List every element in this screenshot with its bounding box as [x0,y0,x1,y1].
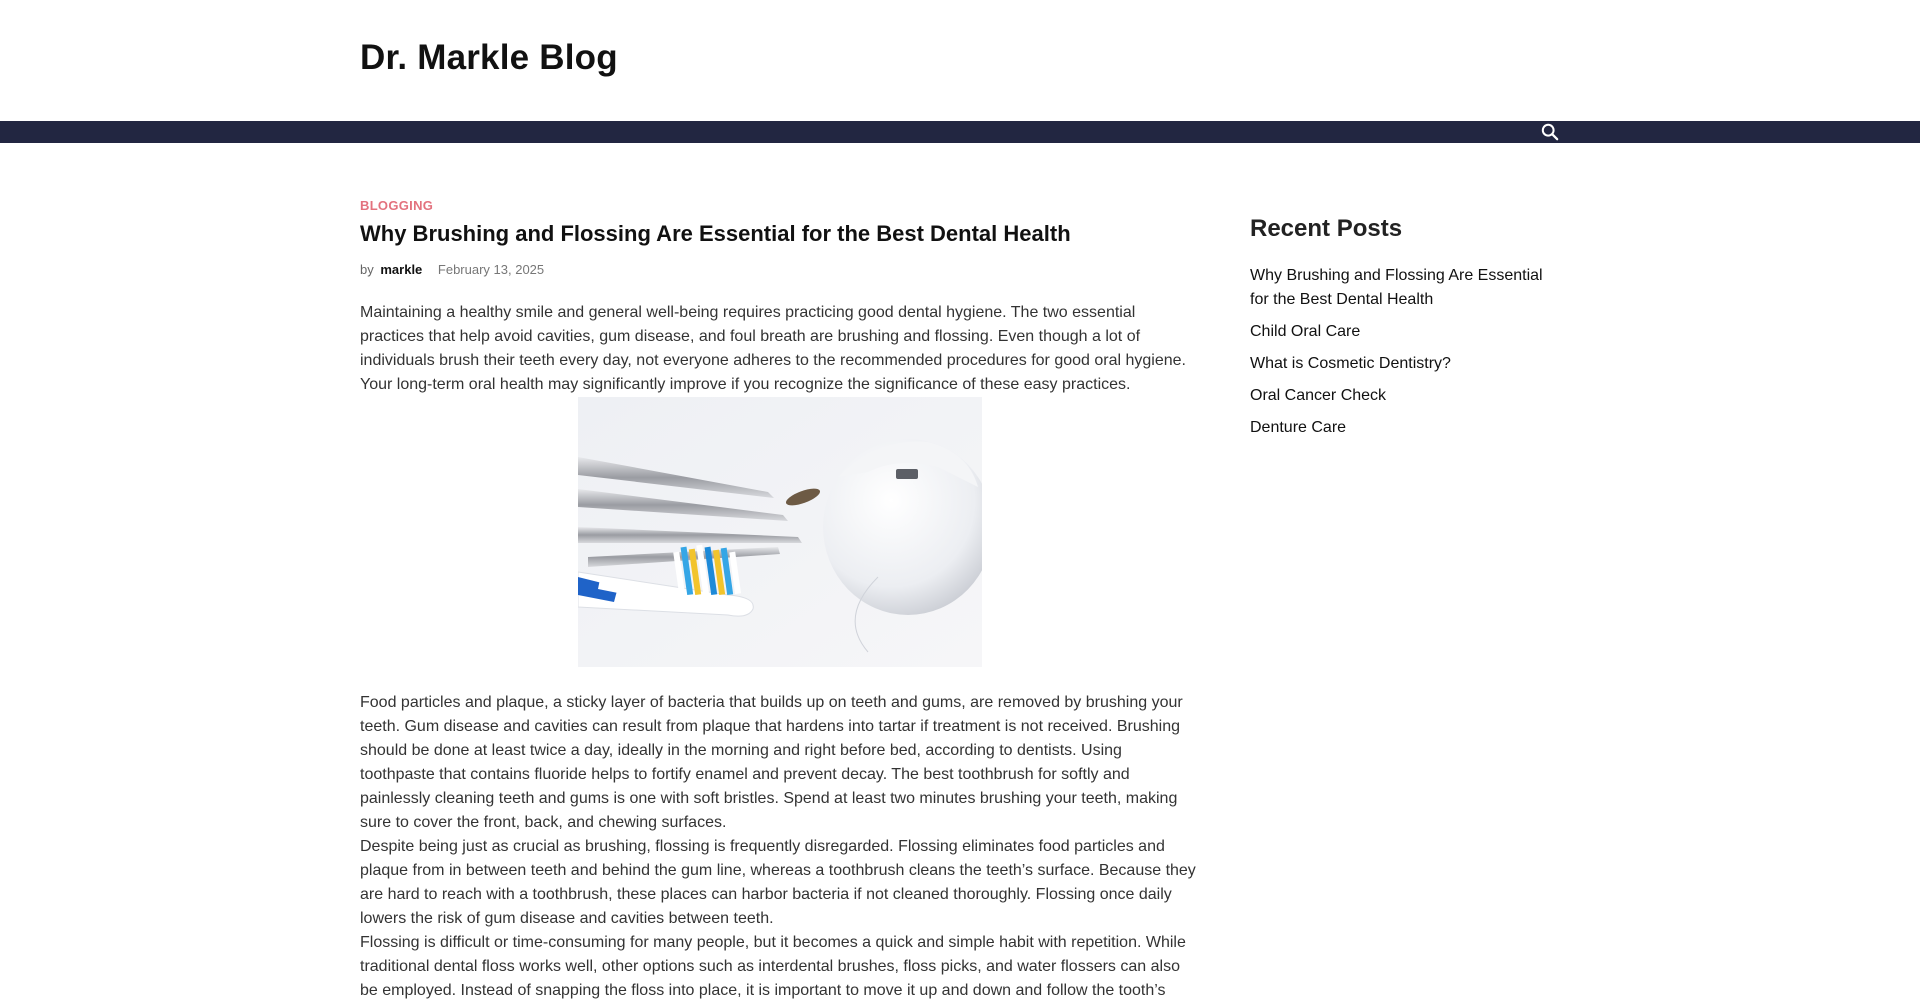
intro-paragraph: Maintaining a healthy smile and general well-being requires practicing good dental hygiene. The two essential practices that help avoid cavities, gum disease, and foul breath are brushing and flossing. Even though a lot of individuals brush their teeth every day, not everyone adheres to the recommended procedures for good oral hygiene. Your long-term oral health may significantly improve if you recognize the significance of these easy practices. [360,304,1186,393]
search-button[interactable] [1539,121,1561,143]
list-item [1250,264,1555,312]
body-paragraph: Flossing is difficult or time-consuming for many people, but it becomes a quick and simple habit with repetition. While traditional dental floss works well, other options such as interdental brushes, floss picks, and water flossers can also be employed. Instead of snapping the floss into place, it is important to move it up and down and follow the tooth’s [360,934,1186,999]
post-body [360,691,1198,1003]
recent-posts-title: Recent Posts [1250,215,1403,242]
main-navigation-bar [0,121,1920,143]
toothbrush-and-floss-image [578,397,982,667]
post-date: February 13, 2025 [437,262,545,277]
recent-posts-list [1250,264,1555,448]
list-item [1250,352,1555,376]
recent-post-link[interactable]: Why Brushing and Flossing Are Essential for the Best Dental Health [1250,267,1543,308]
site-header [0,0,1920,121]
body-paragraph: Despite being just as crucial as brushing, flossing is frequently disregarded. Flossing eliminates food particles and plaque from in between teeth and behind the gum line, whereas a toothbrush cleans the teeth’s surface. Because they are hard to reach with a toothbrush, these places can harbor bacteria if not cleaned thoroughly. Flossing once daily lowers the risk of gum disease and cavities between teeth. [360,838,1196,927]
list-item [1250,416,1555,440]
list-item [1250,384,1555,408]
post-title: Why Brushing and Flossing Are Essential for the Best Dental Health [360,221,1071,246]
author-link[interactable]: markle [380,262,423,277]
meta-by-label: by [360,262,374,277]
recent-post-link[interactable]: Denture Care [1250,419,1347,436]
post-meta [360,262,544,277]
site-title[interactable]: Dr. Markle Blog [360,38,618,77]
recent-post-link[interactable]: What is Cosmetic Dentistry? [1250,355,1451,372]
search-icon [1541,123,1559,141]
list-item [1250,320,1555,344]
recent-post-link[interactable]: Child Oral Care [1250,323,1361,340]
body-paragraph: Food particles and plaque, a sticky layer of bacteria that builds up on teeth and gums, are removed by brushing your teeth. Gum disease and cavities can result from plaque that hardens into tartar if treatment is not received. Brushing should be done at least twice a day, ideally in the morning and right before bed, according to dentists. Using toothpaste that contains fluoride helps to fortify enamel and prevent decay. The best toothbrush for softly and painlessly cleaning teeth and gums is one with soft bristles. Spend at least two minutes brushing your teeth, making sure to cover the front, back, and chewing surfaces. [360,694,1183,831]
recent-post-link[interactable]: Oral Cancer Check [1250,387,1387,404]
category-link[interactable]: BLOGGING [360,198,434,213]
